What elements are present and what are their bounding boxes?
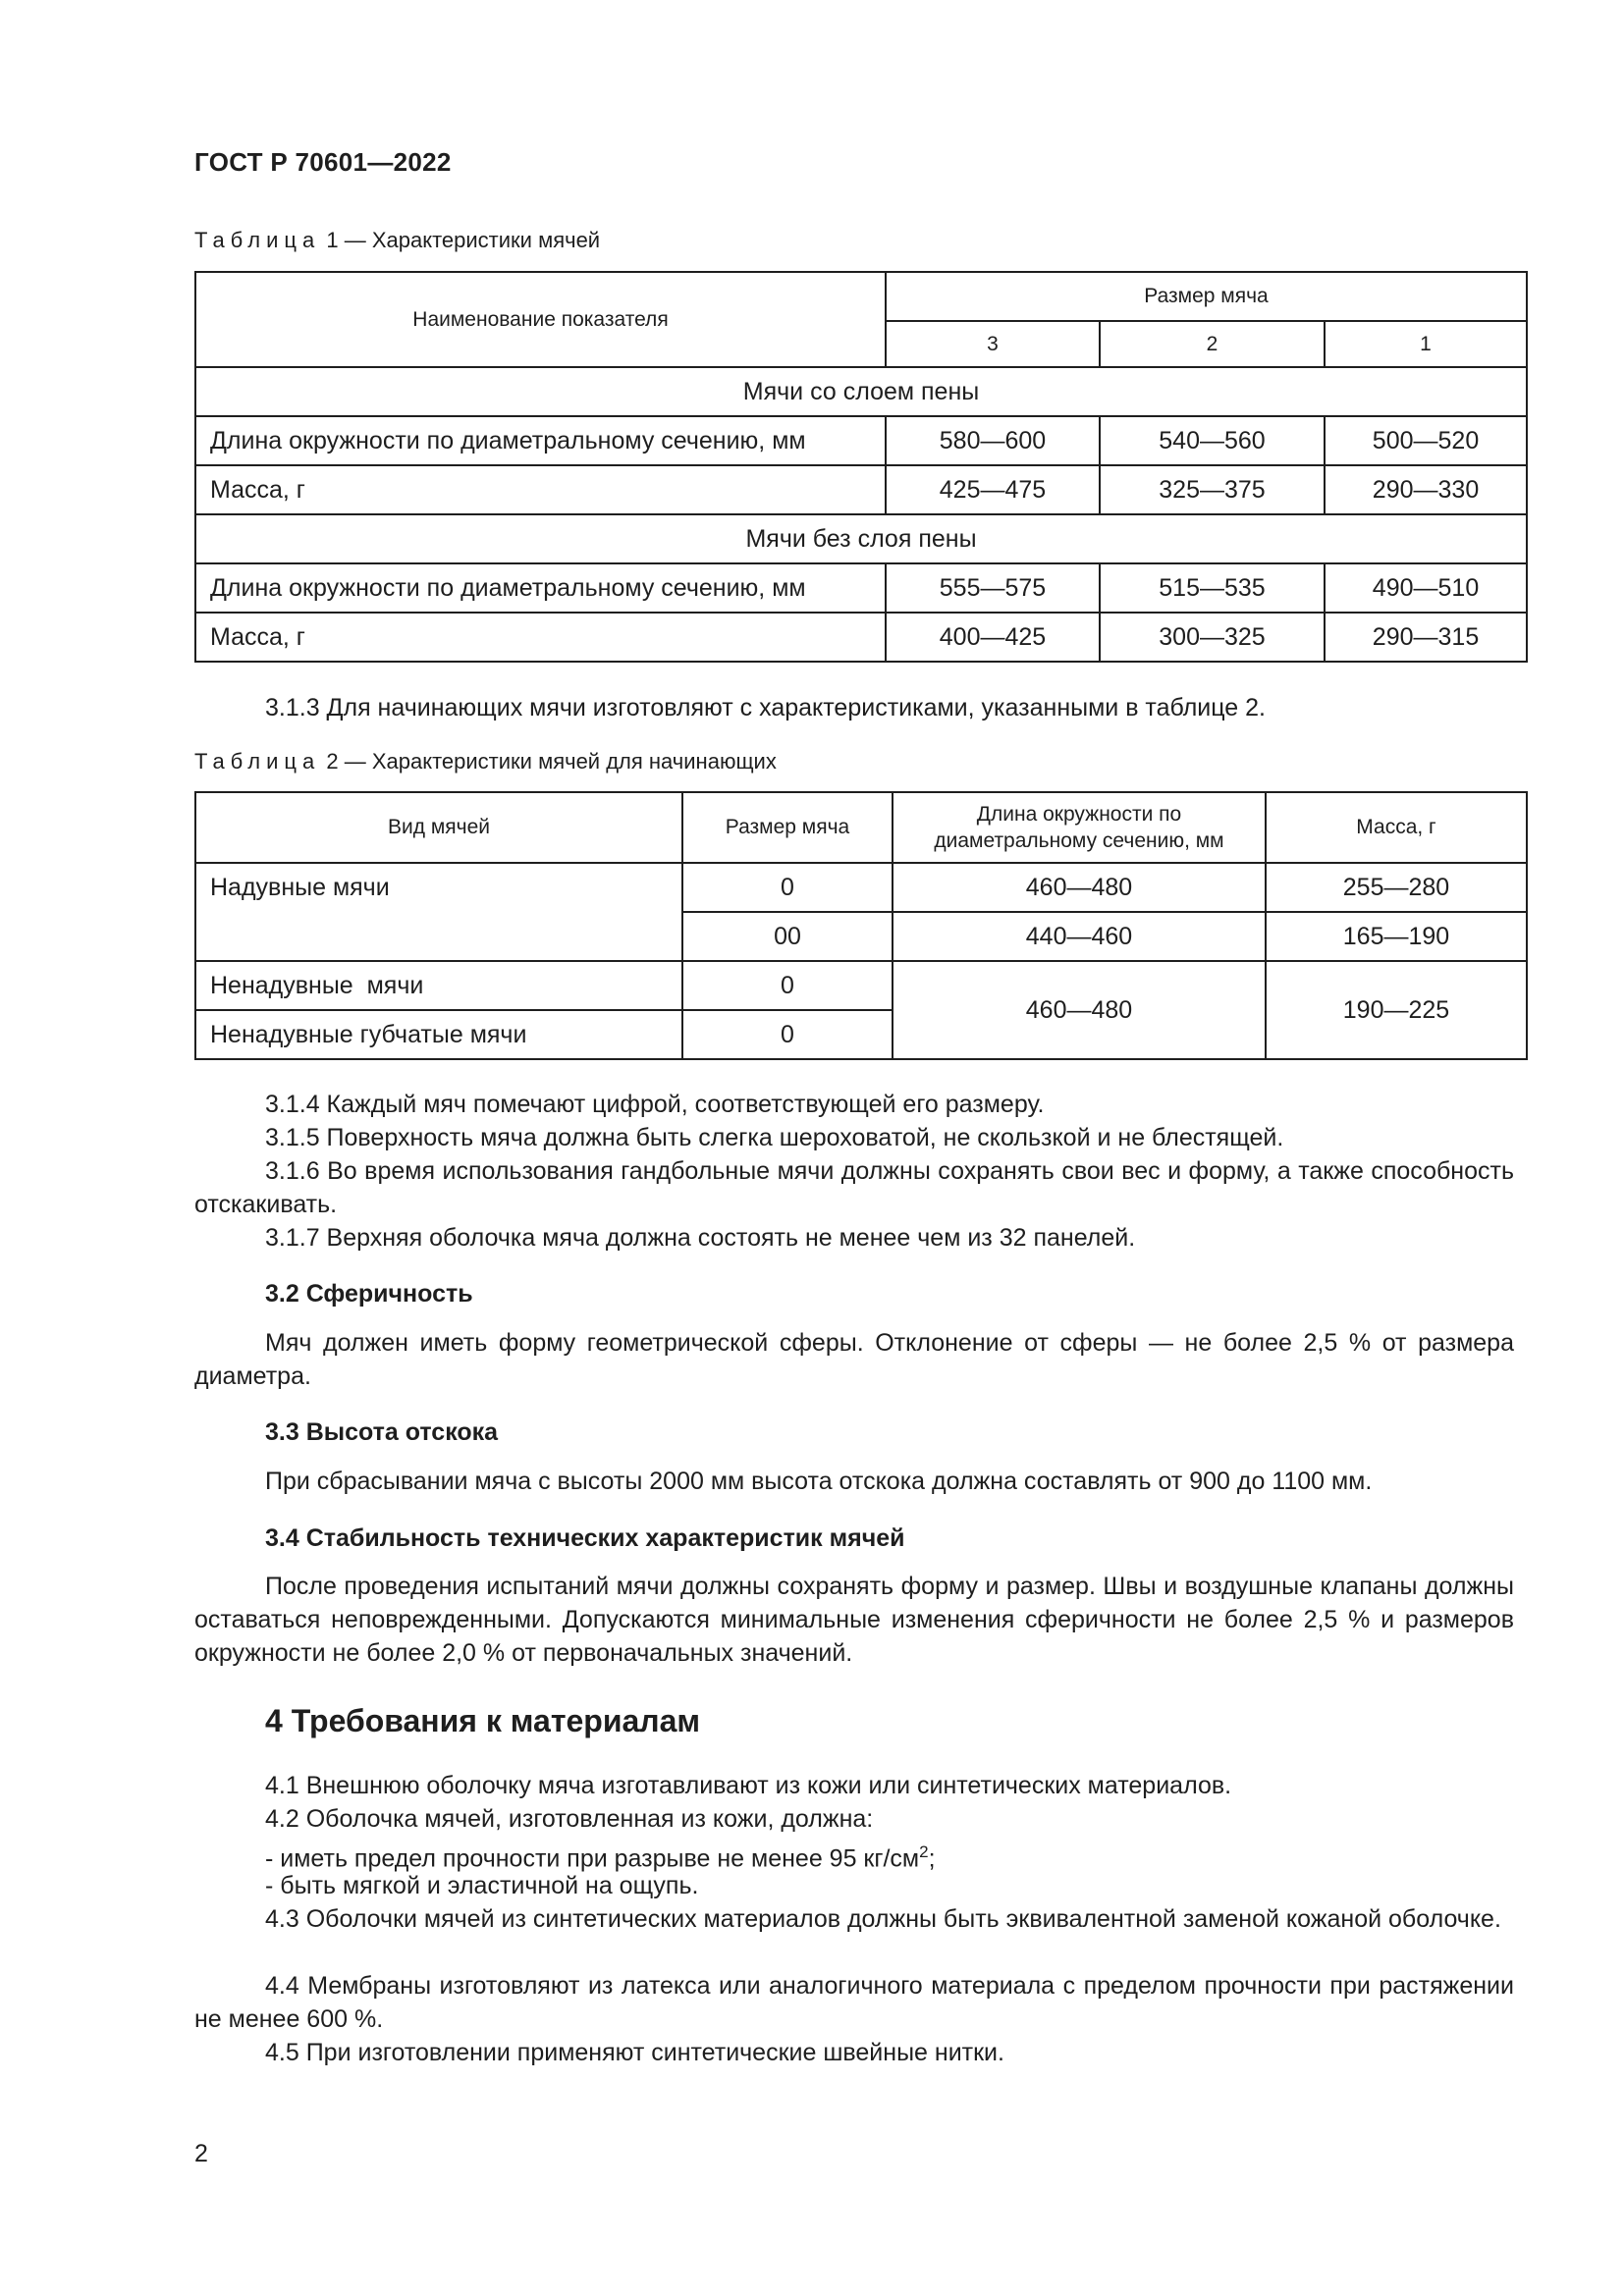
table1-cell: 490—510	[1325, 563, 1527, 613]
table1-cell: 515—535	[1100, 563, 1325, 613]
table1	[194, 271, 1528, 663]
table2-caption	[194, 749, 777, 774]
heading-section-4: 4 Требования к материалам	[265, 1703, 701, 1738]
table2-cell-merged: 460—480	[893, 961, 1266, 1059]
table1-group-title: Мячи без слоя пены	[195, 514, 1527, 563]
table1-row-label: Длина окружности по диаметральному сечению, мм	[195, 416, 886, 465]
heading-3-2: 3.2 Сферичность	[265, 1280, 473, 1308]
heading-3-3: 3.3 Высота отскока	[265, 1418, 499, 1446]
table2-header: Длина окружности по диаметральному сечению, мм	[893, 792, 1266, 863]
table1-cell: 325—375	[1100, 465, 1325, 514]
list-item-text: - иметь предел прочности при разрыве не менее 95 кг/см	[265, 1844, 920, 1873]
table2-header: Размер мяча	[682, 792, 893, 863]
paragraph-3-2: Мяч должен иметь форму геометрической сферы. Отклонение от сферы — не более 2,5 % от размера диаметра.	[194, 1329, 1514, 1390]
paragraph-3-1-5: 3.1.5 Поверхность мяча должна быть слегка шероховатой, не скользкой и не блестящей.	[265, 1124, 1284, 1151]
table-row	[195, 613, 1527, 662]
table2-header: Вид мячей	[195, 792, 682, 863]
table1-group-title: Мячи со слоем пены	[195, 367, 1527, 416]
paragraph-3-1-4: 3.1.4 Каждый мяч помечают цифрой, соответствующей его размеру.	[265, 1091, 1045, 1118]
table1-row-label: Масса, г	[195, 613, 886, 662]
table2-cell: 440—460	[893, 912, 1266, 961]
table-row	[195, 863, 1527, 912]
superscript: 2	[919, 1842, 929, 1861]
table1-size-col: 1	[1325, 321, 1527, 367]
table-row	[195, 416, 1527, 465]
paragraph-3-4: После проведения испытаний мячи должны сохранять форму и размер. Швы и воздушные клапаны должны оставаться неповрежденными. Допускаются минимальные изменения сферичности не более 2,5 % и размеров окружности не более 2,0 % от первоначальных значений.	[194, 1573, 1514, 1667]
table2-row-label: Ненадувные губчатые мячи	[195, 1010, 682, 1059]
table2-row-label: Надувные мячи	[195, 863, 682, 961]
table1-size-col: 3	[886, 321, 1100, 367]
table2-cell: 0	[682, 1010, 893, 1059]
table1-caption-title: 1 — Характеристики мячей	[320, 228, 601, 252]
list-item: - быть мягкой и эластичной на ощупь.	[265, 1872, 699, 1899]
table1-cell: 400—425	[886, 613, 1100, 662]
table1-cell: 500—520	[1325, 416, 1527, 465]
table2-caption-prefix: Таблица	[194, 749, 321, 774]
table1-cell: 580—600	[886, 416, 1100, 465]
table2-header: Масса, г	[1266, 792, 1527, 863]
table2-cell-merged: 190—225	[1266, 961, 1527, 1059]
table1-caption	[194, 228, 600, 253]
table2-caption-title: 2 — Характеристики мячей для начинающих	[320, 749, 777, 774]
paragraph-4-3: 4.3 Оболочки мячей из синтетических материалов должны быть эквивалентной заменой кожаной оболочке.	[265, 1905, 1501, 1933]
table2-cell: 00	[682, 912, 893, 961]
table1-header-size: Размер мяча	[886, 272, 1527, 321]
paragraph-4-5: 4.5 При изготовлении применяют синтетические швейные нитки.	[265, 2039, 1004, 2066]
table1-cell: 300—325	[1100, 613, 1325, 662]
table1-cell: 425—475	[886, 465, 1100, 514]
table2-cell: 165—190	[1266, 912, 1527, 961]
table2-cell: 255—280	[1266, 863, 1527, 912]
paragraph-3-1-6: 3.1.6 Во время использования гандбольные мячи должны сохранять свои вес и форму, а также способность отскакивать.	[194, 1157, 1514, 1218]
table1-row-label: Длина окружности по диаметральному сечению, мм	[195, 563, 886, 613]
paragraph-3-1-7: 3.1.7 Верхняя оболочка мяча должна состоять не менее чем из 32 панелей.	[265, 1224, 1136, 1252]
heading-3-4: 3.4 Стабильность технических характеристик мячей	[265, 1524, 905, 1552]
page-number: 2	[194, 2140, 208, 2167]
table-row	[195, 961, 1527, 1010]
paragraph-4-4: 4.4 Мембраны изготовляют из латекса или аналогичного материала с пределом прочности при растяжении не менее 600 %.	[194, 1972, 1514, 2033]
paragraph-4-2: 4.2 Оболочка мячей, изготовленная из кожи, должна:	[265, 1805, 874, 1833]
table1-row-label: Масса, г	[195, 465, 886, 514]
table2	[194, 791, 1528, 1060]
table-row	[195, 465, 1527, 514]
list-item-end: ;	[928, 1844, 936, 1873]
paragraph-3-1-3: 3.1.3 Для начинающих мячи изготовляют с характеристиками, указанными в таблице 2.	[265, 694, 1266, 721]
table2-cell: 460—480	[893, 863, 1266, 912]
table2-row-label: Ненадувные мячи	[195, 961, 682, 1010]
document-header: ГОСТ Р 70601—2022	[194, 147, 452, 177]
paragraph-4-1: 4.1 Внешнюю оболочку мяча изготавливают из кожи или синтетических материалов.	[265, 1772, 1232, 1799]
table1-header-name: Наименование показателя	[195, 272, 886, 367]
table1-caption-prefix: Таблица	[194, 228, 321, 252]
table2-cell: 0	[682, 961, 893, 1010]
table1-cell: 555—575	[886, 563, 1100, 613]
table-row	[195, 563, 1527, 613]
table1-cell: 540—560	[1100, 416, 1325, 465]
table1-cell: 290—315	[1325, 613, 1527, 662]
table1-cell: 290—330	[1325, 465, 1527, 514]
table1-size-col: 2	[1100, 321, 1325, 367]
table2-cell: 0	[682, 863, 893, 912]
paragraph-3-3: При сбрасывании мяча с высоты 2000 мм высота отскока должна составлять от 900 до 1100 мм.	[265, 1468, 1373, 1495]
